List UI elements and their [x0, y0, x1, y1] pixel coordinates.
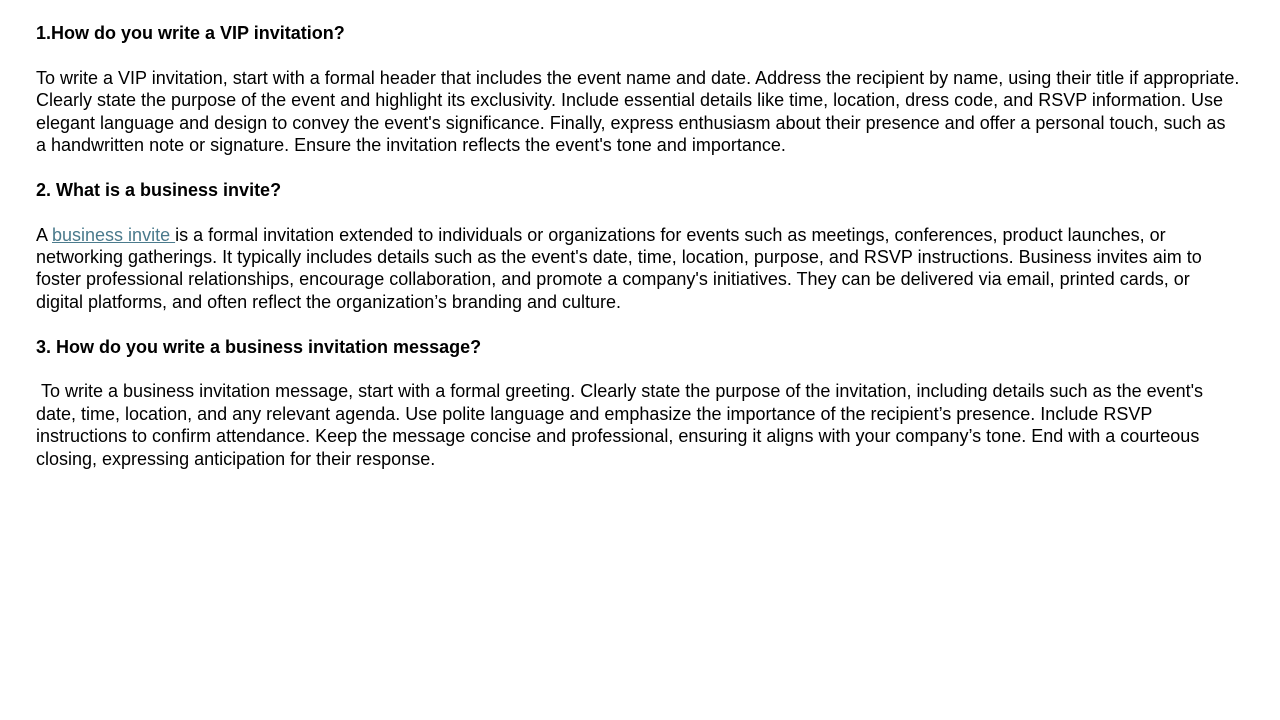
faq-question-business-invitation-message: 3. How do you write a business invitation message? [36, 336, 482, 357]
faq-item-vip-invitation [36, 22, 1245, 156]
answer-suffix-text: is a formal invitation extended to individuals or organizations for events such as meetings, conferences, product launches, or networking gatherings. It typically includes details such as the event's date, time, location, purpose, and RSVP instructions. Business invites aim to foster professional relationships, encourage collaboration, and promote a company's initiatives. They can be delivered via email, printed cards, or digital platforms, and often reflect the organization’s branding and culture. [36, 224, 1207, 312]
business-invite-link[interactable]: business invite [52, 224, 176, 245]
faq-item-business-invite [36, 179, 1240, 313]
answer-prefix-text: A [36, 224, 53, 245]
faq-answer-business-invitation-message: To write a business invitation message, start with a formal greeting. Clearly state the purpose of the invitation, including details such as the event's date, time, location, and any relevant agenda. Use polite language and emphasize the importance of the recipient’s presence. Include RSVP instructions to confirm attendance. Keep the message concise and professional, ensuring it aligns with your company’s tone. End with a courteous closing, expressing anticipation for their response. [36, 381, 1209, 469]
faq-item-business-invitation-message [36, 336, 1240, 470]
faq-question-business-invite: 2. What is a business invite? [36, 179, 282, 200]
faq-answer-business-invite [36, 224, 1240, 314]
faq-question-vip-invitation: 1.How do you write a VIP invitation? [36, 23, 345, 43]
faq-answer-vip-invitation: To write a VIP invitation, start with a formal header that includes the event name and date. Address the recipient by name, using their title if appropriate. Clearly state the purpose of the event and highlight its exclusivity. Include essential details like time, location, dress code, and RSVP information. Use elegant language and design to convey the event's significance. Finally, express enthusiasm about their presence and offer a personal touch, such as a handwritten note or signature. Ensure the invitation reflects the event's tone and importance. [36, 67, 1245, 156]
